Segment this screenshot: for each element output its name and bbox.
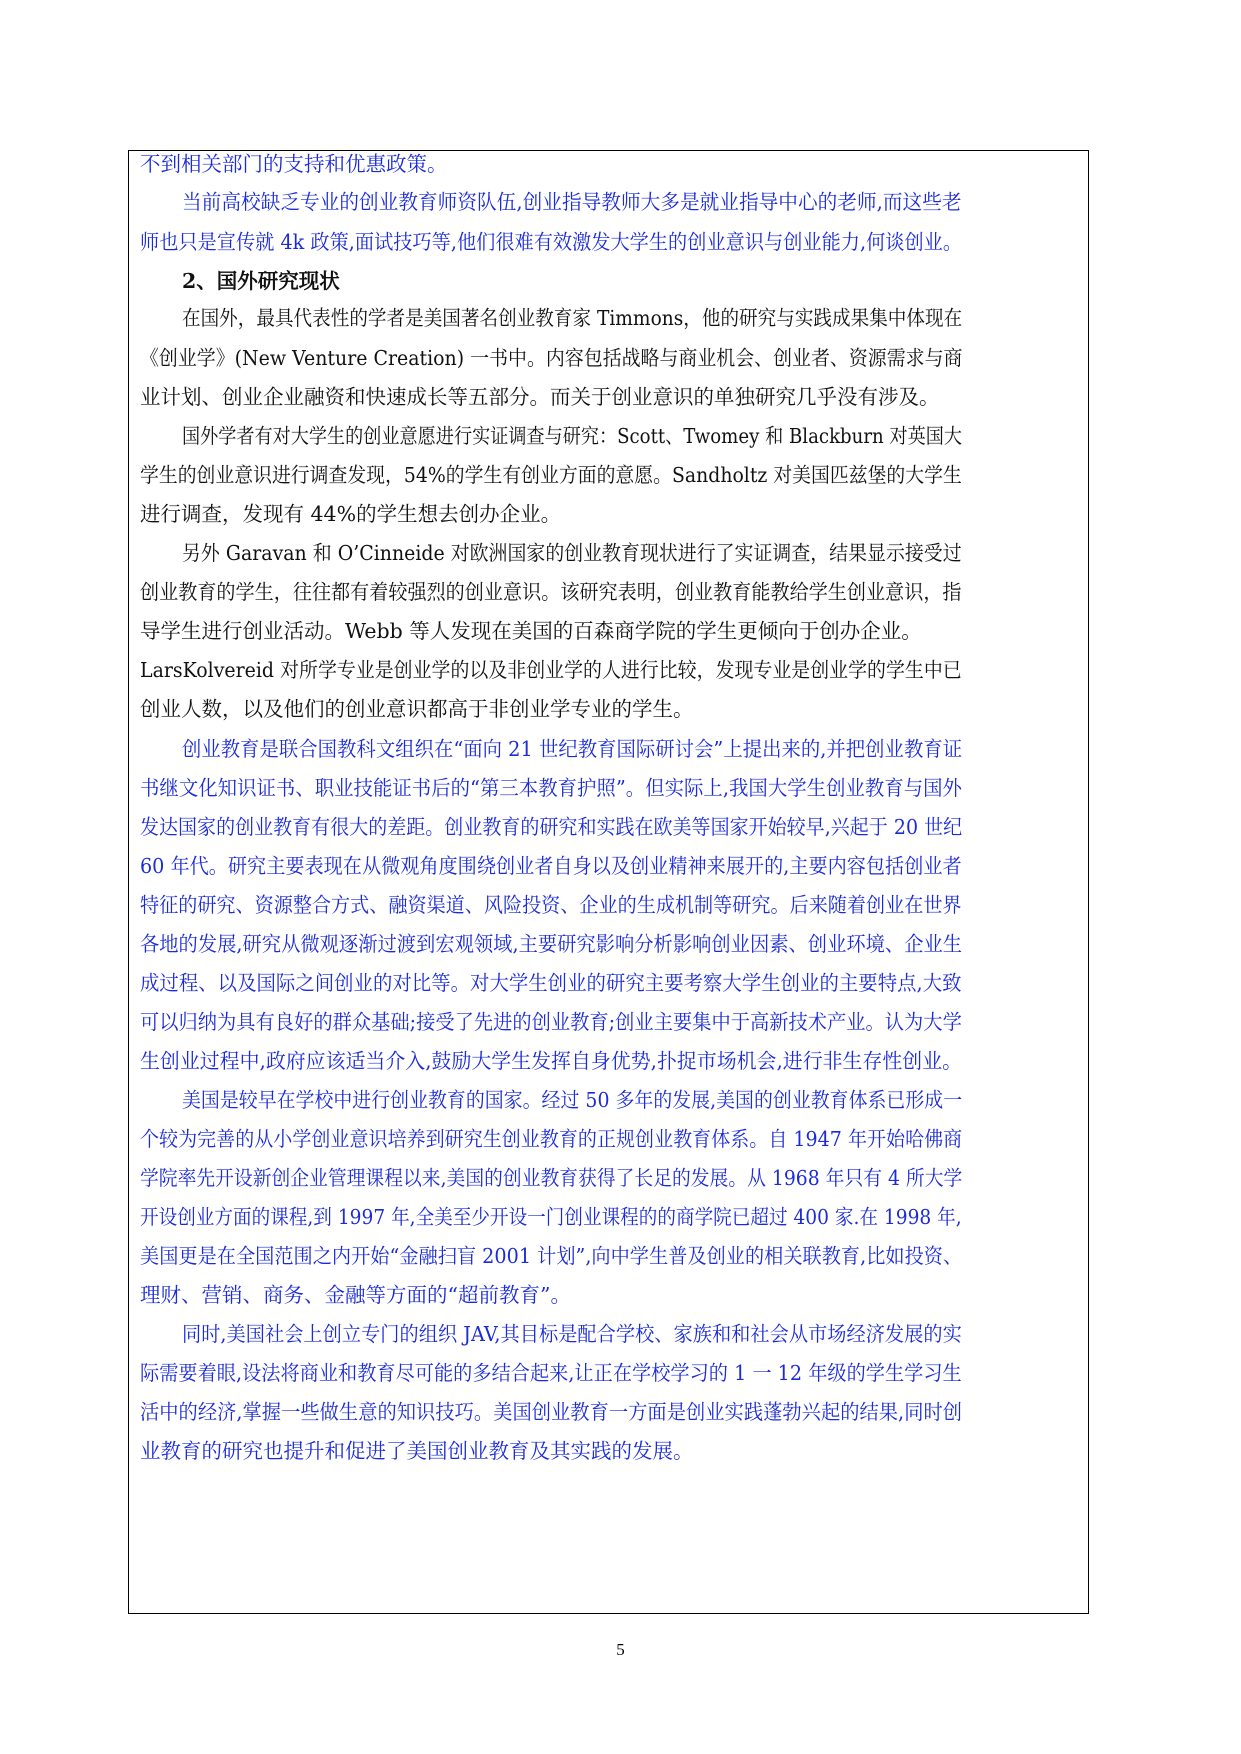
text-line: 创业教育的学生，往往都有着较强烈的创业意识。该研究表明，创业教育能教给学生创业意识，指 [140,580,962,604]
text-line: 学院率先开设新创企业管理课程以来,美国的创业教育获得了长足的发展。从 1968 年只有 4 所大学 [140,1166,963,1190]
text-line: 美国是较早在学校中进行创业教育的国家。经过 50 多年的发展,美国的创业教育体系已形成一 [182,1088,963,1112]
text-line: 师也只是宣传就 4k 政策,面试技巧等,他们很难有效激发大学生的创业意识与创业能力,何谈创业。 [140,230,963,254]
text-line: 同时,美国社会上创立专门的组织 JAV,其目标是配合学校、家族和和社会从市场经济发展的实 [182,1322,962,1346]
text-line: 理财、营销、商务、金融等方面的“超前教育”。 [140,1283,571,1307]
text-line: 当前高校缺乏专业的创业教育师资队伍,创业指导教师大多是就业指导中心的老师,而这些老 [182,190,962,214]
text-line: 开设创业方面的课程,到 1997 年,全美至少开设一门创业课程的的商学院已超过 400 家.在 1998 年, [140,1205,962,1229]
text-line: 生创业过程中,政府应该适当介入,鼓励大学生发挥自身优势,扑捉市场机会,进行非生存性创业。 [140,1049,963,1073]
text-line: 特征的研究、资源整合方式、融资渠道、风险投资、企业的生成机制等研究。后来随着创业在世界 [140,893,962,917]
text-line: 个较为完善的从小学创业意识培养到研究生创业教育的正规创业教育体系。自 1947 年开始哈佛商 [140,1127,963,1151]
text-line: 书继文化知识证书、职业技能证书后的“第三本教育护照”。但实际上,我国大学生创业教育与国外 [140,776,962,800]
text-line: 60 年代。研究主要表现在从微观角度围绕创业者自身以及创业精神来展开的,主要内容包括创业者 [140,854,962,878]
text-line: 际需要着眼,设法将商业和教育尽可能的多结合起来,让正在学校学习的 1 一 12 年级的学生学习生 [140,1361,962,1385]
text-line: 学生的创业意识进行调查发现，54%的学生有创业方面的意愿。Sandholtz 对美国匹兹堡的大学生 [140,463,962,487]
text-line: 可以归纳为具有良好的群众基础;接受了先进的创业教育;创业主要集中于高新技术产业。认为大学 [140,1010,962,1034]
text-line: 国外学者有对大学生的创业意愿进行实证调查与研究：Scott、Twomey 和 Blackburn 对英国大 [182,424,962,448]
text-line: 导学生进行创业活动。Webb 等人发现在美国的百森商学院的学生更倾向于创办企业。 [140,619,922,643]
page-number: 5 [616,1640,625,1659]
text-line: 发达国家的创业教育有很大的差距。创业教育的研究和实践在欧美等国家开始较早,兴起于 20 世纪 [140,815,963,839]
text-line: 业教育的研究也提升和促进了美国创业教育及其实践的发展。 [140,1439,694,1463]
text-line: 不到相关部门的支持和优惠政策。 [140,152,448,176]
text-line: LarsKolvereid 对所学专业是创业学的以及非创业学的人进行比较，发现专业是创业学的学生中已 [140,658,962,682]
text-line: 美国更是在全国范围之内开始“金融扫盲 2001 计划”,向中学生普及创业的相关联教育,比如投资、 [140,1244,963,1268]
text-line: 另外 Garavan 和 O’Cinneide 对欧洲国家的创业教育现状进行了实证调查，结果显示接受过 [182,541,962,565]
text-line: 业计划、创业企业融资和快速成长等五部分。而关于创业意识的单独研究几乎没有涉及。 [140,385,940,409]
text-line: 进行调查，发现有 44%的学生想去创办企业。 [140,502,562,526]
text-line: 各地的发展,研究从微观逐渐过渡到宏观领域,主要研究影响分析影响创业因素、创业环境、企业生 [140,932,963,956]
text-line: 《创业学》(New Venture Creation) 一书中。内容包括战略与商业机会、创业者、资源需求与商 [140,346,963,370]
text-line: 创业人数，以及他们的创业意识都高于非创业学专业的学生。 [140,697,694,721]
text-line: 成过程、以及国际之间创业的对比等。对大学生创业的研究主要考察大学生创业的主要特点,大致 [140,971,962,995]
text-line: 在国外，最具代表性的学者是美国著名创业教育家 Timmons，他的研究与实践成果集中体现在 [182,306,963,330]
text-line: 活中的经济,掌握一些做生意的知识技巧。美国创业教育一方面是创业实践蓬勃兴起的结果,同时创 [140,1400,963,1424]
text-line: 创业教育是联合国教科文组织在“面向 21 世纪教育国际研讨会”上提出来的,并把创业教育证 [182,737,963,761]
section-heading: 2、国外研究现状 [182,269,340,293]
